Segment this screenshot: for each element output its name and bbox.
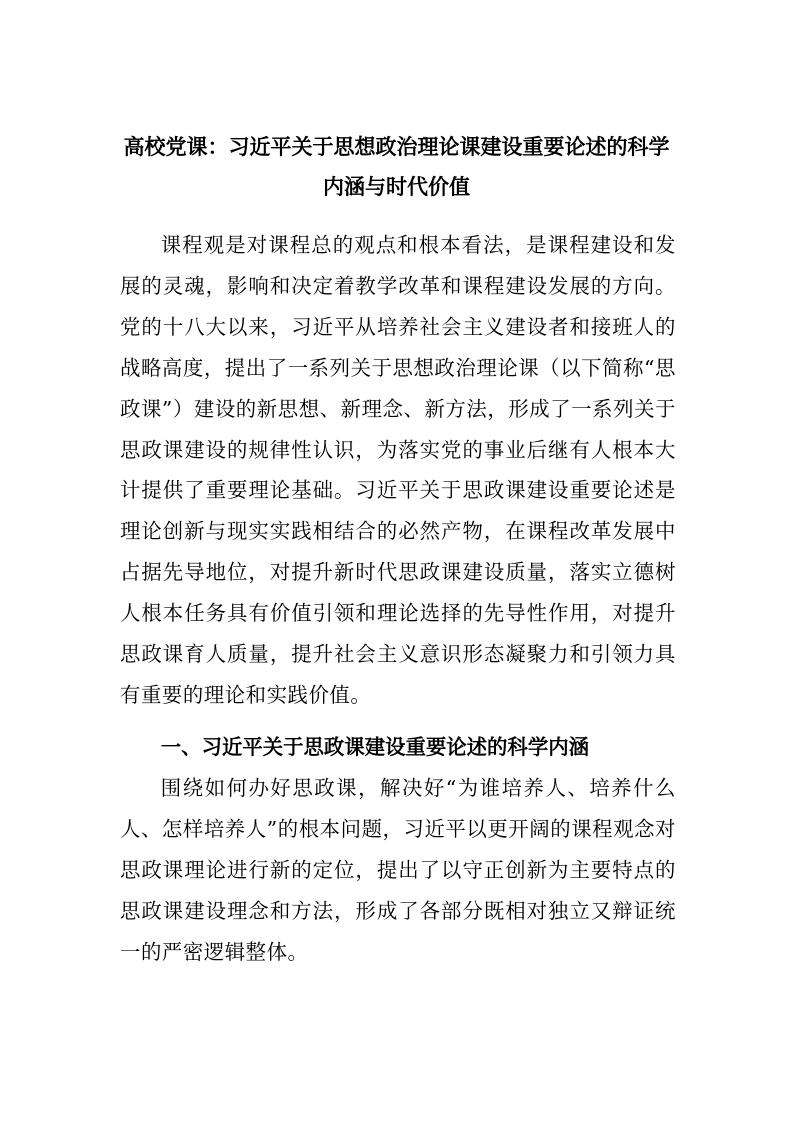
title-line-1: 高校党课：习近平关于思想政治理论课建设重要论述的科学 (123, 134, 670, 159)
title-line-2: 内涵与时代价值 (323, 174, 470, 199)
intro-paragraph: 课程观是对课程总的观点和根本看法，是课程建设和发展的灵魂，影响和决定着教学改革和课程建设发展的方向。党的十八大以来，习近平从培养社会主义建设者和接班人的战略高度，提出了一系列关于思想政治理论课（以下简称“思政课”）建设的新思想、新理念、新方法，形成了一系列关于思政课建设的规律性认识，为落实党的事业后继有人根本大计提供了重要理论基础。习近平关于思政课建设重要论述是理论创新与现实实践相结合的必然产物，在课程改革发展中占据先导地位，对提升新时代思政课建设质量，落实立德树人根本任务具有价值引领和理论选择的先导性作用，对提升思政课育人质量，提升社会主义意识形态凝聚力和引领力具有重要的理论和实践价值。 (120, 233, 676, 707)
document-title (118, 127, 675, 207)
section-paragraph: 围绕如何办好思政课，解决好“为谁培养人、培养什么人、怎样培养人”的根本问题，习近平以更开阔的课程观念对思政课理论进行新的定位，提出了以守正创新为主要特点的思政课建设理念和方法，形成了各部分既相对独立又辩证统一的严密逻辑整体。 (120, 776, 676, 964)
section-heading: 一、习近平关于思政课建设重要论述的科学内涵 (160, 735, 589, 759)
